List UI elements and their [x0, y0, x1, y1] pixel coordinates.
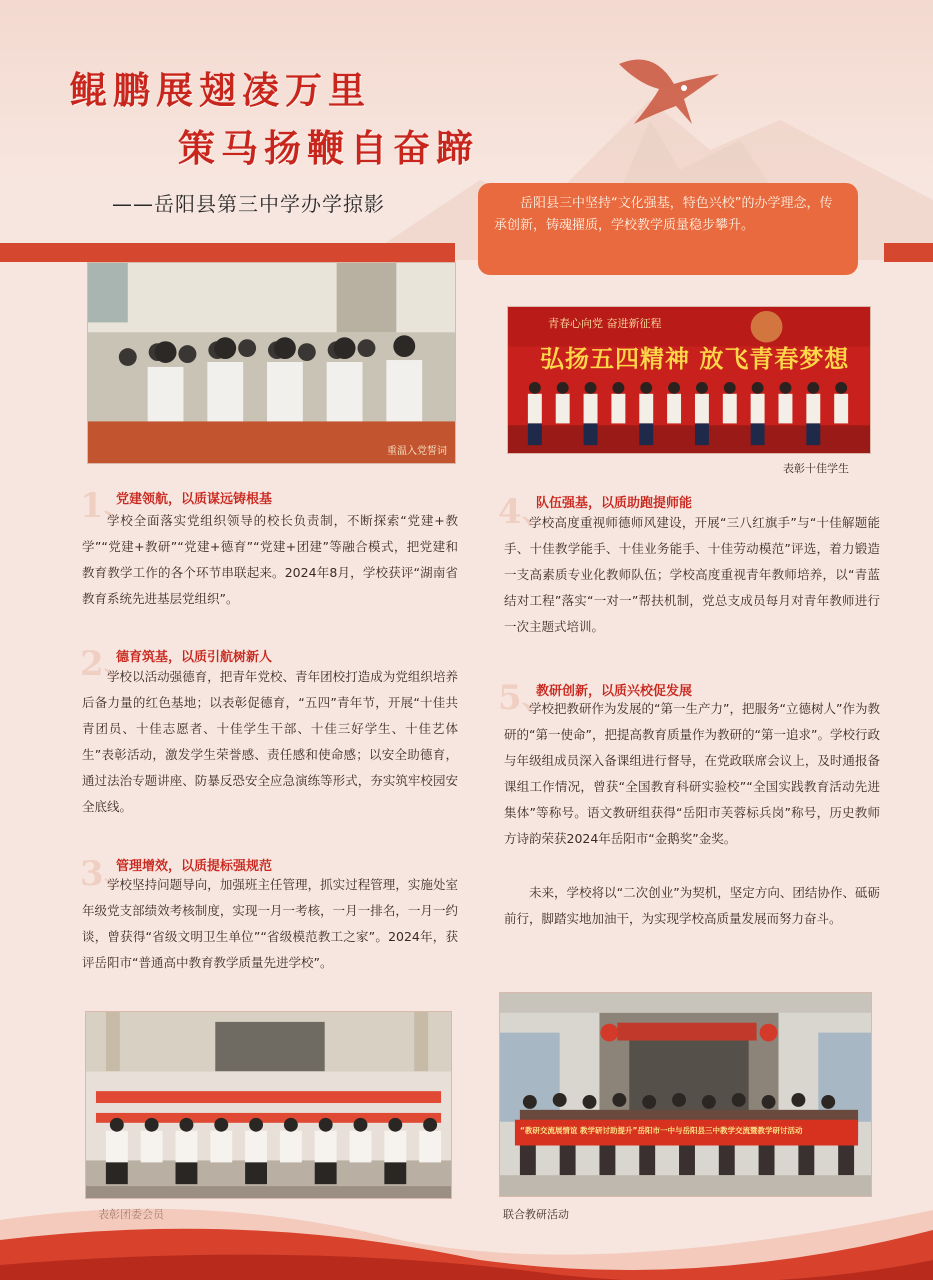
eagle-icon	[614, 44, 724, 136]
photo-oath-caption: 重温入党誓词	[387, 446, 447, 457]
section-2-title: 德育筑基，以质引航树新人	[116, 650, 273, 665]
photo-joint-image	[500, 993, 871, 1196]
header-band-left	[0, 243, 455, 262]
section-5-body: 学校把教研作为发展的“第一生产力”，把服务“立德树人”作为教研的“第一使命”，把提高教育质量作为教研的“第一追求”。学校行政与年级组成员深入备课组进行督导，在党政联席会议上，及时通报备课组工作情况，曾获“全国教育科研实验校”“全国实践教育活动先进集体”等称号。语文教研组获得“岳阳市芙蓉标兵岗”称号，历史教师方诗韵荣获2024年岳阳市“金鹅奖”金奖。	[504, 701, 880, 846]
photo-youth-caption: 表彰十佳学生	[783, 462, 849, 475]
photo-oath	[87, 262, 456, 464]
closing-paragraph: 未来，学校将以“二次创业”为契机，坚定方向、团结协作、砥砺前行，脚踏实地加油干，为实现学校高质量发展而努力奋斗。	[504, 885, 880, 926]
section-5-number: 5、	[498, 678, 556, 718]
photo-group-image	[86, 1012, 451, 1198]
section-1-number: 1、	[80, 486, 138, 526]
photo-joint	[499, 992, 872, 1197]
section-3-title: 管理增效，以质提标强规范	[116, 859, 273, 874]
section-5-title: 教研创新，以质兴校促发展	[536, 684, 693, 699]
youth-banner-main: 弘扬五四精神 放飞青春梦想	[540, 344, 850, 373]
section-4-body: 学校高度重视师德师风建设，开展“三八红旗手”与“十佳解题能手、十佳教学能手、十佳业务能手、十佳劳动模范”评选，着力锻造一支高素质专业化教师队伍；学校高度重视青年教师培养，以“青蓝结对工程”落实“一对一”帮扶机制，党总支成员每月对青年教师进行一次主题式培训。	[504, 515, 880, 634]
section-2-number: 2、	[80, 644, 138, 684]
section-1-title: 党建领航，以质谋远铸根基	[116, 492, 273, 507]
photo-joint-caption: 联合教研活动	[503, 1208, 569, 1221]
page-title-line1: 鲲鹏展翅凌万里	[70, 68, 371, 112]
bottom-wave-decoration	[0, 1180, 933, 1280]
section-2-body: 学校以活动强德育，把青年党校、青年团校打造成为党组织培养后备力量的红色基地；以表彰促德育，“五四”青年节，开展“十佳共青团员、十佳志愿者、十佳学生干部、十佳三好学生、十佳艺体生”表彰活动，激发学生荣誉感、责任感和使命感；以安全助德育，通过法治专题讲座、防暴反恐安全应急演练等形式，夯实筑牢校园安全底线。	[82, 669, 458, 814]
photo-youth	[507, 306, 871, 454]
photo-group	[85, 1011, 452, 1199]
joint-banner-text: “教研交流展情谊 教学研讨助提升”岳阳市一中与岳阳县三中教学交流暨教学研讨活动	[520, 1126, 803, 1135]
photo-oath-image	[88, 263, 455, 463]
section-3-number: 3、	[80, 854, 138, 894]
section-3-body: 学校坚持问题导向，加强班主任管理，抓实过程管理，实施处室年级党支部绩效考核制度，实现一月一考核，一月一排名，一月一约谈，曾获得“省级文明卫生单位”“省级模范教工之家”。2024年，获评岳阳市“普通高中教育教学质量先进学校”。	[82, 877, 458, 970]
section-4-title: 队伍强基，以质助跑提师能	[536, 496, 693, 511]
page-title-line2: 策马扬鞭自奋蹄	[178, 126, 479, 170]
header-band-right	[884, 243, 933, 262]
youth-banner-top: 青春心向党 奋进新征程	[548, 317, 662, 330]
section-4-number: 4、	[498, 492, 556, 532]
page-subtitle: ——岳阳县第三中学办学掠影	[112, 192, 385, 216]
intro-box: 岳阳县三中坚持“文化强基，特色兴校”的办学理念，传承创新，铸魂擢质，学校教学质量稳步攀升。	[478, 183, 858, 275]
section-1-body: 学校全面落实党组织领导的校长负责制，不断探索“党建+教学”“党建+教研”“党建+德育”“党建+团建”等融合模式，把党建和教育教学工作的各个环节串联起来。2024年8月，学校获评“湖南省教育系统先进基层党组织”。	[82, 513, 458, 606]
